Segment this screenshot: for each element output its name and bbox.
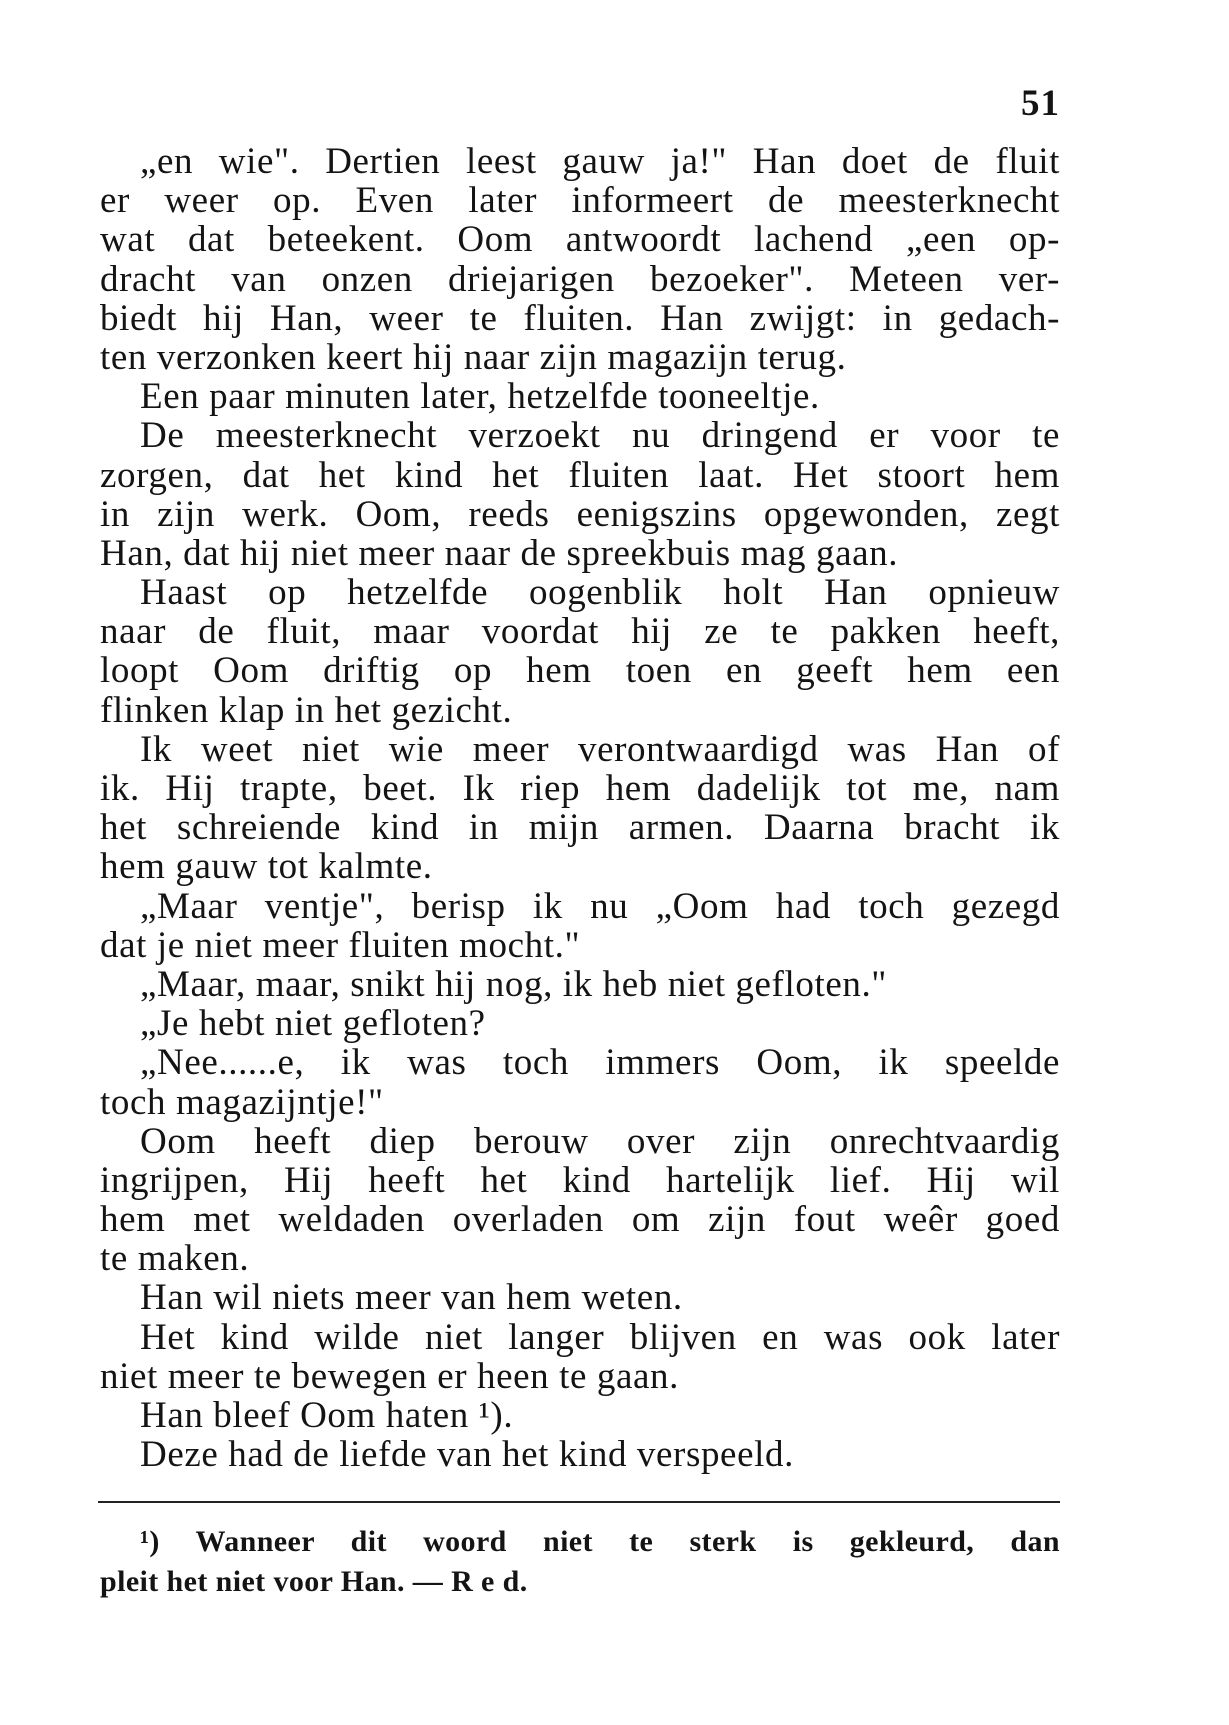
text-line: De meesterknecht verzoekt nu dringend er voor te [140,415,1060,457]
text-line: het schreiende kind in mijn armen. Daarna bracht ik [100,807,1060,849]
text-line: Oom heeft diep berouw over zijn onrechtvaardig [140,1120,1060,1162]
footnote-line: ¹) Wanneer dit woord niet te sterk is gekleurd, dan [140,1525,1060,1558]
page-number: 51 [1021,83,1060,124]
text-line: Han, dat hij niet meer naar de spreekbuis mag gaan. [100,532,899,574]
text-line: biedt hij Han, weer te fluiten. Han zwijgt: in gedach- [100,297,1060,339]
text-line: „Nee......e, ik was toch immers Oom, ik speelde [140,1042,1060,1084]
text-line: toch magazijntje!" [100,1081,384,1123]
text-line: niet meer te bewegen er heen te gaan. [100,1355,679,1397]
text-line: zorgen, dat het kind het fluiten laat. Het stoort hem [100,454,1060,496]
text-line: loopt Oom driftig op hem toen en geeft hem een [100,650,1060,692]
text-line: „Maar, maar, snikt hij nog, ik heb niet gefloten." [140,963,888,1005]
text-line: hem gauw tot kalmte. [100,846,433,888]
text-line: wat dat beteekent. Oom antwoordt lachend „een op- [100,219,1060,261]
text-line: naar de fluit, maar voordat hij ze te pakken heeft, [100,611,1060,653]
text-line: „Maar ventje", berisp ik nu „Oom had toch gezegd [140,885,1060,927]
text-line: Het kind wilde niet langer blijven en was ook later [140,1316,1060,1358]
footnote-line: pleit het niet voor Han. — R e d. [100,1565,528,1598]
text-line: dracht van onzen driejarigen bezoeker". Meteen ver- [100,258,1060,300]
text-line: ingrijpen, Hij heeft het kind hartelijk lief. Hij wil [100,1159,1060,1201]
footnote-divider [98,1501,1060,1503]
text-line: Deze had de liefde van het kind verspeeld. [140,1434,794,1476]
body-text [100,142,1060,1474]
text-line: hem met weldaden overladen om zijn fout weêr goed [100,1199,1060,1241]
text-line: Han bleef Oom haten ¹). [140,1395,514,1436]
text-line: ik. Hij trapte, beet. Ik riep hem dadelijk tot me, nam [100,768,1060,809]
footnote-block [100,1522,1060,1602]
text-line: flinken klap in het gezicht. [100,689,513,731]
text-line: Han wil niets meer van hem weten. [140,1277,683,1319]
text-line: Haast op hetzelfde oogenblik holt Han opnieuw [140,572,1060,614]
text-line: te maken. [100,1238,250,1280]
text-line: dat je niet meer fluiten mocht." [100,924,581,966]
text-line: „en wie". Dertien leest gauw ja!" Han doet de fluit [140,141,1060,182]
text-line: er weer op. Even later informeert de meesterknecht [100,180,1060,222]
text-line: Een paar minuten later, hetzelfde tooneeltje. [140,376,820,418]
text-line: „Je hebt niet gefloten? [140,1003,486,1045]
text-line: ten verzonken keert hij naar zijn magazijn terug. [100,336,847,378]
text-line: Ik weet niet wie meer verontwaardigd was Han of [140,728,1060,770]
text-line: in zijn werk. Oom, reeds eenigszins opgewonden, zegt [100,493,1060,535]
